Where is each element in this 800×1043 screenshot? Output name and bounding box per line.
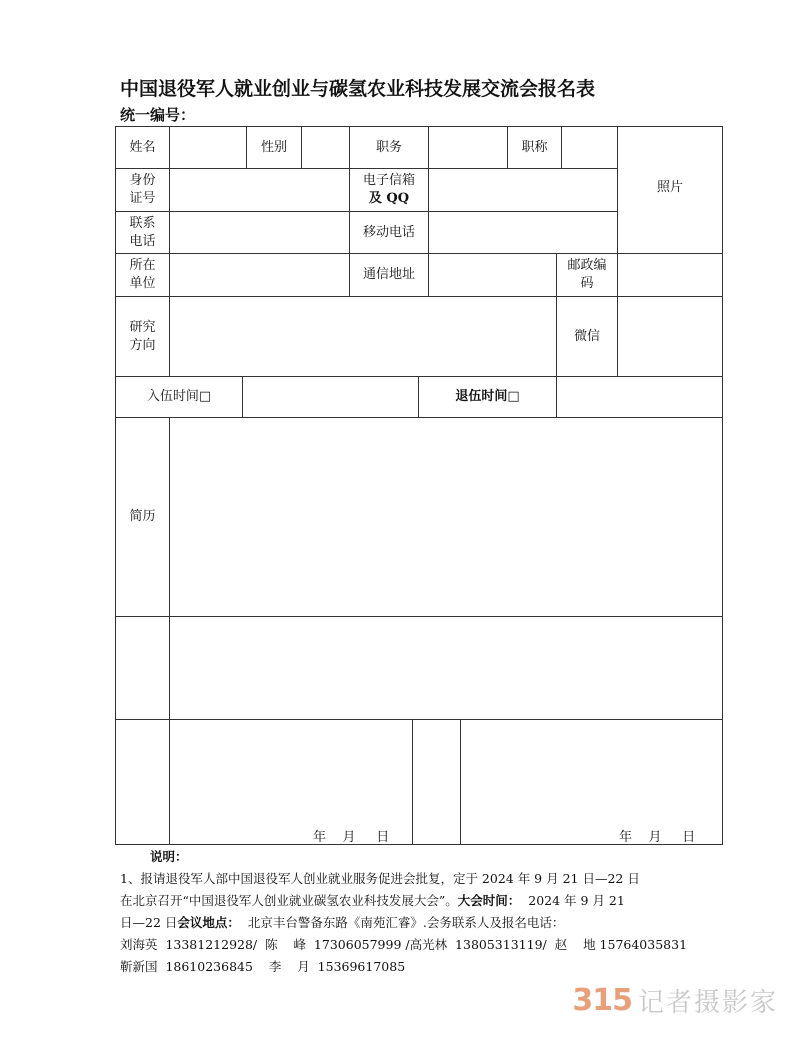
gender-field[interactable] <box>302 127 349 168</box>
professional-title-field[interactable] <box>562 127 617 168</box>
research-direction-field[interactable] <box>170 297 556 376</box>
notes-line-3 <box>120 912 730 934</box>
retire-time-label[interactable]: 退伍时间□ <box>455 389 520 404</box>
watermark-text: 记者摄影家 <box>637 987 778 1018</box>
research-direction-label <box>116 297 169 376</box>
name-label: 姓名 <box>129 139 156 155</box>
unit-field[interactable] <box>170 254 349 296</box>
postcode-label-line2: 码 <box>580 276 594 291</box>
page-title: 中国退役军人就业创业与碳氢农业科技发展交流会报名表 <box>120 78 596 100</box>
resume-field[interactable] <box>170 418 722 616</box>
id-number-label-line1: 身份 <box>129 173 156 188</box>
notes-line-2 <box>120 890 730 912</box>
id-number-label <box>116 169 169 211</box>
notes-line-3c: 北京丰台警备东路《南苑汇睿》.会务联系人及报名电话： <box>239 915 565 930</box>
name-field[interactable] <box>170 127 246 168</box>
notes-line-3a: 日—22 日 <box>120 915 178 930</box>
mobile-field[interactable] <box>429 212 617 253</box>
email-qq-label-line2: 及 QQ <box>368 191 410 206</box>
wechat-label: 微信 <box>573 328 600 344</box>
retire-time-field[interactable] <box>557 377 722 417</box>
watermark <box>572 980 778 1020</box>
date-left: 年 月 日 <box>313 830 390 845</box>
postcode-label <box>557 254 617 296</box>
notes-contacts-line-2: 靳新国 18610236845 李 月 15369617085 <box>120 959 406 974</box>
phone-label-line1: 联系 <box>129 215 156 231</box>
blank-row-label-cell <box>116 617 169 719</box>
date-right: 年 月 日 <box>619 830 696 845</box>
notes-section <box>120 846 730 978</box>
gender-label: 性别 <box>260 139 287 155</box>
watermark-number: 315 <box>572 982 632 1018</box>
notes-title: 说明： <box>150 849 188 864</box>
unit-label-line1: 所在 <box>129 258 156 273</box>
blank-row-field[interactable] <box>170 617 722 719</box>
position-label: 职务 <box>375 139 402 155</box>
id-number-label-line2: 证号 <box>129 191 156 206</box>
phone-label-line2: 电话 <box>129 233 156 249</box>
mobile-label: 移动电话 <box>362 224 415 240</box>
phone-field[interactable] <box>170 212 349 253</box>
notes-contacts-line-1: 刘海英 13381212928/ 陈 峰 17306057999 /高光林 13805313119/ 赵 地 15764035831 <box>120 937 688 952</box>
email-qq-field[interactable] <box>429 169 617 211</box>
serial-number-label: 统一编号： <box>120 106 196 124</box>
resume-label: 简历 <box>129 509 156 524</box>
research-direction-label-line1: 研究 <box>129 319 156 335</box>
meeting-time-label: 大会时间： <box>457 893 521 908</box>
opinion-label-cell-left <box>116 720 169 845</box>
address-field[interactable] <box>429 254 556 296</box>
address-label: 通信地址 <box>362 267 415 282</box>
unit-label <box>116 254 169 296</box>
email-qq-label-line1: 电子信箱 <box>362 173 415 188</box>
opinion-label-cell-right <box>413 720 460 845</box>
notes-line-1: 1、报请退役军人部中国退役军人创业就业服务促进会批复，定于 2024 年 9 月 21 日—22 日 <box>120 871 640 886</box>
photo-label: 照片 <box>656 180 683 195</box>
postcode-label-line1: 邮政编 <box>567 258 607 273</box>
postcode-field[interactable] <box>618 254 722 296</box>
notes-line-2a: 在北京召开“中国退役军人创业就业碳氢农业科技发展大会”。 <box>120 893 458 908</box>
position-field[interactable] <box>429 127 507 168</box>
email-qq-label <box>350 169 428 211</box>
id-number-field[interactable] <box>170 169 349 211</box>
wechat-field[interactable] <box>618 297 722 376</box>
enlist-time-field[interactable] <box>243 377 418 417</box>
unit-label-line2: 单位 <box>129 276 156 291</box>
meeting-place-label: 会议地点： <box>177 915 240 930</box>
phone-label <box>116 212 169 253</box>
photo-box[interactable] <box>618 127 722 253</box>
notes-line-2c: 2024 年 9 月 21 <box>520 893 625 908</box>
enlist-time-label[interactable]: 入伍时间□ <box>146 389 212 404</box>
professional-title-label: 职称 <box>521 139 548 155</box>
research-direction-label-line2: 方向 <box>129 337 156 353</box>
